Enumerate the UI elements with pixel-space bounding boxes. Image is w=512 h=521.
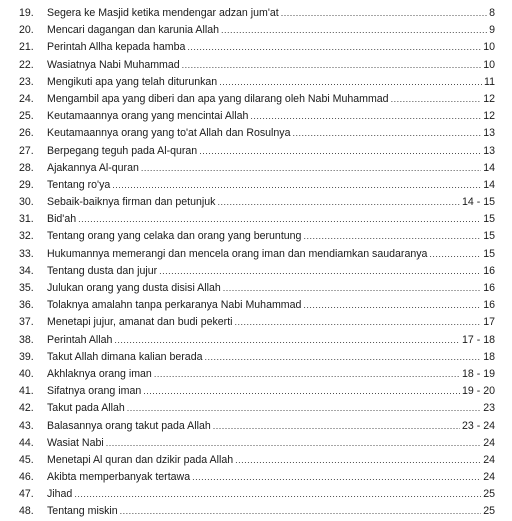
entry-line [47, 194, 495, 211]
toc-entry [0, 91, 512, 108]
entry-title: Takut Allah dimana kalian berada [47, 350, 203, 363]
entry-title: Takut pada Allah [47, 402, 125, 415]
entry-line [47, 314, 495, 331]
entry-page-number: 24 [483, 436, 495, 449]
entry-line [47, 503, 495, 520]
toc-entry [0, 263, 512, 280]
entry-number: 48. [19, 505, 34, 518]
entry-number: 46. [19, 471, 34, 484]
entry-line [47, 383, 495, 400]
toc-entry [0, 332, 512, 349]
entry-line [47, 39, 495, 56]
toc-entry [0, 177, 512, 194]
entry-page-number: 14 [483, 178, 495, 191]
dot-leader [120, 503, 482, 520]
entry-page-number: 15 [483, 213, 495, 226]
entry-title: Perintah Allha kepada hamba [47, 41, 186, 54]
toc-entry [0, 39, 512, 56]
entry-line [47, 246, 495, 263]
entry-page-number: 15 [483, 247, 495, 260]
entry-number: 25. [19, 110, 34, 123]
toc-entry [0, 22, 512, 39]
entry-title: Wasiat Nabi [47, 436, 104, 449]
entry-title: Bid'ah [47, 213, 77, 226]
toc-entry [0, 74, 512, 91]
toc-entry [0, 469, 512, 486]
entry-page-number: 9 [489, 24, 495, 37]
toc-entry [0, 5, 512, 22]
dot-leader [204, 349, 481, 366]
entry-number: 42. [19, 402, 34, 415]
toc-entry [0, 57, 512, 74]
entry-title: Sebaik-baiknya firman dan petunjuk [47, 196, 216, 209]
toc-entry [0, 349, 512, 366]
entry-page-number: 15 [483, 230, 495, 243]
entry-number: 23. [19, 75, 34, 88]
dot-leader [78, 211, 481, 228]
dot-leader [106, 435, 481, 452]
entry-page-number: 17 [483, 316, 495, 329]
entry-page-number: 23 [483, 402, 495, 415]
dot-leader [187, 39, 481, 56]
entry-number: 43. [19, 419, 34, 432]
entry-line [47, 91, 495, 108]
toc-entry [0, 194, 512, 211]
entry-page-number: 24 [483, 471, 495, 484]
entry-title: Menetapi Al quran dan dzikir pada Allah [47, 453, 234, 466]
entry-page-number: 19 - 20 [462, 385, 495, 398]
entry-title: Mengikuti apa yang telah diturunkan [47, 75, 218, 88]
entry-title: Berpegang teguh pada Al-quran [47, 144, 198, 157]
dot-leader [303, 297, 481, 314]
toc-entry [0, 486, 512, 503]
toc-entry [0, 160, 512, 177]
entry-title: Tentang dusta dan jujur [47, 264, 158, 277]
entry-line [47, 228, 495, 245]
dot-leader [293, 125, 482, 142]
entry-number: 45. [19, 453, 34, 466]
entry-title: Jihad [47, 488, 73, 501]
entry-number: 40. [19, 367, 34, 380]
dot-leader [219, 74, 482, 91]
entry-number: 32. [19, 230, 34, 243]
entry-number: 20. [19, 24, 34, 37]
dot-leader [235, 452, 481, 469]
entry-number: 28. [19, 161, 34, 174]
dot-leader [213, 418, 460, 435]
entry-page-number: 25 [483, 488, 495, 501]
toc-entry [0, 125, 512, 142]
dot-leader [223, 280, 481, 297]
entry-line [47, 74, 495, 91]
entry-number: 29. [19, 178, 34, 191]
entry-title: Keutamaannya orang yang mencintai Allah [47, 110, 249, 123]
dot-leader [154, 366, 460, 383]
dot-leader [112, 177, 481, 194]
dot-leader [143, 383, 460, 400]
entry-page-number: 23 - 24 [462, 419, 495, 432]
toc-entry [0, 143, 512, 160]
toc-entry [0, 280, 512, 297]
entry-line [47, 418, 495, 435]
entry-title: Keutamaannya orang yang to'at Allah dan Rosulnya [47, 127, 291, 140]
dot-leader [182, 57, 482, 74]
table-of-contents [0, 5, 512, 521]
toc-entry [0, 228, 512, 245]
dot-leader [159, 263, 481, 280]
entry-title: Tolaknya amalahn tanpa perkaranya Nabi Muhammad [47, 299, 302, 312]
entry-title: Akhlaknya orang iman [47, 367, 152, 380]
dot-leader [303, 228, 481, 245]
entry-line [47, 22, 495, 39]
entry-title: Sifatnya orang iman [47, 385, 142, 398]
entry-page-number: 16 [483, 282, 495, 294]
entry-number: 24. [19, 92, 34, 105]
toc-entry [0, 503, 512, 520]
entry-line [47, 143, 495, 160]
dot-leader [429, 246, 481, 263]
entry-line [47, 57, 495, 74]
dot-leader [199, 143, 481, 160]
entry-page-number: 18 [483, 350, 495, 363]
toc-entry [0, 108, 512, 125]
toc-entry [0, 246, 512, 263]
toc-entry [0, 297, 512, 314]
toc-entry [0, 400, 512, 417]
entry-page-number: 12 [483, 110, 495, 123]
entry-line [47, 332, 495, 349]
entry-page-number: 14 [483, 161, 495, 174]
entry-number: 41. [19, 385, 34, 398]
toc-entry [0, 211, 512, 228]
dot-leader [192, 469, 481, 486]
entry-page-number: 17 - 18 [462, 333, 495, 346]
entry-number: 44. [19, 436, 34, 449]
dot-leader [127, 400, 481, 417]
entry-line [47, 469, 495, 486]
dot-leader [141, 160, 481, 177]
entry-line [47, 400, 495, 417]
entry-title: Tentang orang yang celaka dan orang yang beruntung [47, 230, 302, 243]
entry-page-number: 14 - 15 [462, 196, 495, 209]
entry-line [47, 211, 495, 228]
entry-page-number: 12 [483, 92, 495, 105]
toc-entry [0, 383, 512, 400]
toc-entry [0, 452, 512, 469]
dot-leader [217, 194, 460, 211]
entry-number: 19. [19, 7, 34, 19]
entry-title: Tentang ro'ya [47, 178, 111, 191]
entry-number: 33. [19, 247, 34, 260]
entry-line [47, 5, 495, 22]
entry-number: 35. [19, 282, 34, 294]
dot-leader [235, 314, 482, 331]
entry-page-number: 18 - 19 [462, 367, 495, 380]
entry-page-number: 13 [483, 127, 495, 140]
entry-line [47, 349, 495, 366]
entry-line [47, 452, 495, 469]
toc-entry [0, 314, 512, 331]
entry-title: Ajakannya Al-quran [47, 161, 139, 174]
entry-page-number: 10 [483, 58, 495, 71]
entry-number: 21. [19, 41, 34, 54]
entry-number: 22. [19, 58, 34, 71]
entry-line [47, 108, 495, 125]
entry-page-number: 16 [483, 299, 495, 312]
entry-title: Balasannya orang takut pada Allah [47, 419, 211, 432]
dot-leader [221, 22, 487, 39]
entry-line [47, 125, 495, 142]
entry-number: 38. [19, 333, 34, 346]
entry-title: Wasiatnya Nabi Muhammad [47, 58, 180, 71]
entry-page-number: 13 [483, 144, 495, 157]
toc-entry [0, 366, 512, 383]
entry-line [47, 263, 495, 280]
entry-title: Hukumannya memerangi dan mencela orang iman dan mendiamkan saudaranya [47, 247, 428, 260]
entry-title: Mengambil apa yang diberi dan apa yang dilarang oleh Nabi Muhammad [47, 92, 389, 105]
entry-number: 27. [19, 144, 34, 157]
entry-number: 39. [19, 350, 34, 363]
entry-title: Tentang miskin [47, 505, 118, 518]
dot-leader [74, 486, 481, 503]
entry-number: 36. [19, 299, 34, 312]
toc-entry [0, 435, 512, 452]
entry-line [47, 366, 495, 383]
entry-line [47, 297, 495, 314]
dot-leader [281, 5, 487, 22]
dot-leader [391, 91, 482, 108]
entry-line [47, 486, 495, 503]
toc-entry [0, 418, 512, 435]
entry-number: 47. [19, 488, 34, 501]
entry-page-number: 16 [483, 264, 495, 277]
entry-title: Segera ke Masjid ketika mendengar adzan jum'at [47, 7, 279, 19]
entry-title: Akibta memperbanyak tertawa [47, 471, 191, 484]
entry-line [47, 435, 495, 452]
dot-leader [114, 332, 460, 349]
entry-title: Perintah Allah [47, 333, 113, 346]
entry-title: Julukan orang yang dusta disisi Allah [47, 282, 221, 294]
entry-number: 30. [19, 196, 34, 209]
entry-number: 37. [19, 316, 34, 329]
entry-line [47, 177, 495, 194]
entry-number: 34. [19, 264, 34, 277]
entry-title: Menetapi jujur, amanat dan budi pekerti [47, 316, 233, 329]
entry-page-number: 10 [483, 41, 495, 54]
entry-page-number: 25 [483, 505, 495, 518]
dot-leader [250, 108, 481, 125]
entry-page-number: 8 [489, 7, 495, 19]
entry-number: 31. [19, 213, 34, 226]
entry-line [47, 280, 495, 297]
entry-page-number: 11 [484, 75, 495, 88]
entry-line [47, 160, 495, 177]
entry-number: 26. [19, 127, 34, 140]
entry-page-number: 24 [483, 453, 495, 466]
entry-title: Mencari dagangan dan karunia Allah [47, 24, 219, 37]
